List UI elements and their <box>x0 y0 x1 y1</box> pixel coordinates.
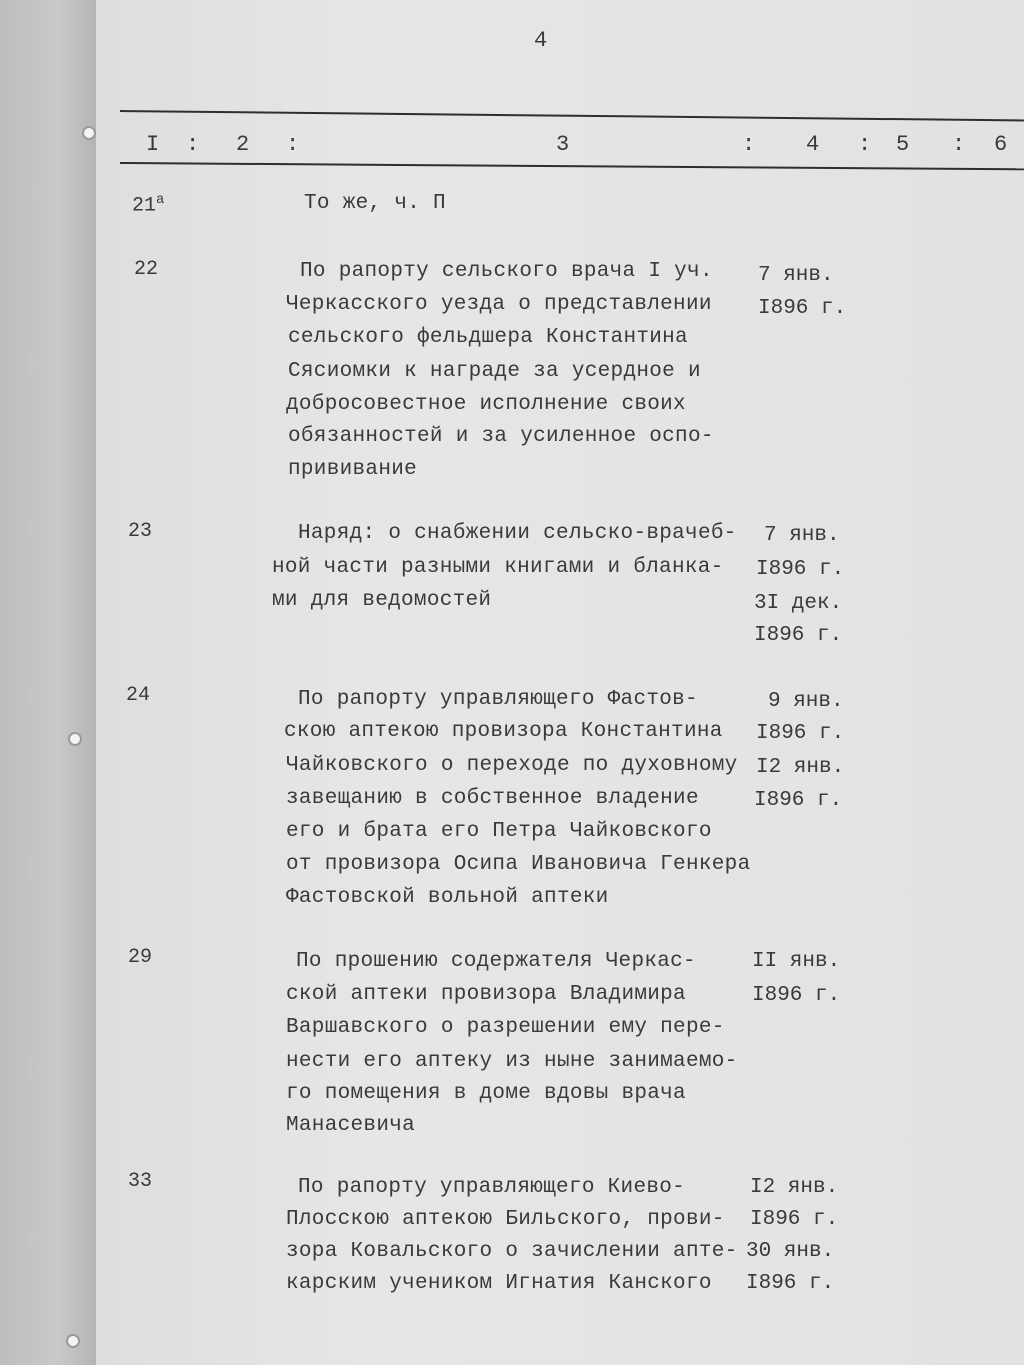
entry-number: 29 <box>128 946 153 969</box>
entry-title-line: Фастовской вольной аптеки <box>286 886 609 909</box>
entry-title-line: Черкасского уезда о представлении <box>286 293 712 316</box>
document-page <box>96 0 1024 1365</box>
entry-date: 30 янв. <box>746 1240 835 1263</box>
entry-title-line: обязанностей и за усиленное оспо- <box>288 425 714 448</box>
entry-title-line: прививание <box>288 458 418 481</box>
entry-number: $21^а$ <box>132 192 165 218</box>
entry-title-line: добросовестное исполнение своих <box>286 393 686 416</box>
entry-title-line: его и брата его Петра Чайковского <box>286 820 712 843</box>
entry-title-line: То же, ч. П <box>304 192 446 215</box>
bleed-through-mark: 21 <box>24 1230 49 1253</box>
entry-title-line: По рапорту сельского врача I уч. <box>300 260 713 283</box>
entry-title-line: сельского фельдшера Константина <box>288 326 688 349</box>
entry-title-line: Плосскою аптекою Бильского, прови- <box>286 1208 725 1231</box>
bleed-through-mark: 10 <box>24 520 49 543</box>
bleed-through-mark: 15 <box>24 1060 49 1083</box>
entry-title-line: ной части разными книгами и бланка- <box>272 556 724 579</box>
bleed-through-mark: 8 <box>30 180 43 203</box>
header-col-5: 5 <box>896 132 911 157</box>
header-col-6: 6 <box>994 132 1009 157</box>
entry-title-line: По прошению содержателя Черкас- <box>296 950 696 973</box>
header-separator: : <box>742 132 757 157</box>
bleed-through-mark: 12 <box>24 688 49 711</box>
entry-title-line: ми для ведомостей <box>272 589 492 612</box>
entry-date: I896 г. <box>756 558 845 581</box>
header-col-4: 4 <box>806 132 821 157</box>
bleed-through-mark: 14 <box>24 860 49 883</box>
header-separator: : <box>286 132 301 157</box>
header-separator: : <box>858 132 873 157</box>
page-number: 4 <box>534 28 548 53</box>
entry-title-line: По рапорту управляющего Фастов- <box>298 688 698 711</box>
entry-title-line: го помещения в доме вдовы врача <box>286 1082 686 1105</box>
entry-date: I2 янв. <box>750 1176 839 1199</box>
entry-date: 9 янв. <box>768 690 844 713</box>
entry-title-line: По рапорту управляющего Киево- <box>298 1176 686 1199</box>
header-separator: : <box>186 132 201 157</box>
entry-date: I2 янв. <box>756 756 845 779</box>
entry-title-line: завещанию в собственное владение <box>286 787 699 810</box>
previous-page-edge <box>0 0 96 1365</box>
bleed-through-mark: 9 <box>28 355 41 378</box>
header-col-1: I <box>146 132 161 157</box>
entry-number-superscript: а <box>156 192 165 208</box>
entry-number: 33 <box>128 1170 153 1193</box>
entry-date: I896 г. <box>758 297 847 320</box>
header-separator: : <box>952 132 967 157</box>
entry-title-line: скою аптекою провизора Константина <box>284 720 723 743</box>
entry-title-line: нести его аптеку из ныне занимаемо- <box>286 1050 738 1073</box>
entry-date: 7 янв. <box>764 524 840 547</box>
entry-title-line: от провизора Осипа Ивановича Генкера <box>286 853 751 876</box>
entry-date: I896 г. <box>754 789 843 812</box>
binding-hole <box>70 734 80 744</box>
entry-title-line: Манасевича <box>286 1114 416 1137</box>
entry-date: 7 янв. <box>758 264 834 287</box>
header-col-3: 3 <box>556 132 571 157</box>
entry-title-line: зора Ковальского о зачислении апте- <box>286 1240 738 1263</box>
entry-date: I896 г. <box>756 722 845 745</box>
entry-date: II янв. <box>752 950 841 973</box>
entry-number: 24 <box>126 684 151 707</box>
entry-date: I896 г. <box>750 1208 839 1231</box>
entry-title-line: ской аптеки провизора Владимира <box>286 983 686 1006</box>
entry-number: 23 <box>128 520 153 543</box>
entry-date: I896 г. <box>754 624 843 647</box>
entry-date: I896 г. <box>752 984 841 1007</box>
entry-title-line: Чайковского о переходе по духовному <box>286 754 738 777</box>
header-col-2: 2 <box>236 132 251 157</box>
entry-date: I896 г. <box>746 1272 835 1295</box>
entry-title-line: Сясиомки к награде за усердное и <box>288 360 701 383</box>
entry-title-line: Варшавского о разрешении ему пере- <box>286 1016 725 1039</box>
entry-title-line: Наряд: о снабжении сельско-врачеб- <box>298 522 737 545</box>
binding-hole <box>68 1336 78 1346</box>
entry-title-line: карским учеником Игнатия Канского <box>286 1272 712 1295</box>
binding-hole <box>84 128 94 138</box>
entry-date: 3I дек. <box>754 592 843 615</box>
entry-number: 22 <box>134 258 159 281</box>
